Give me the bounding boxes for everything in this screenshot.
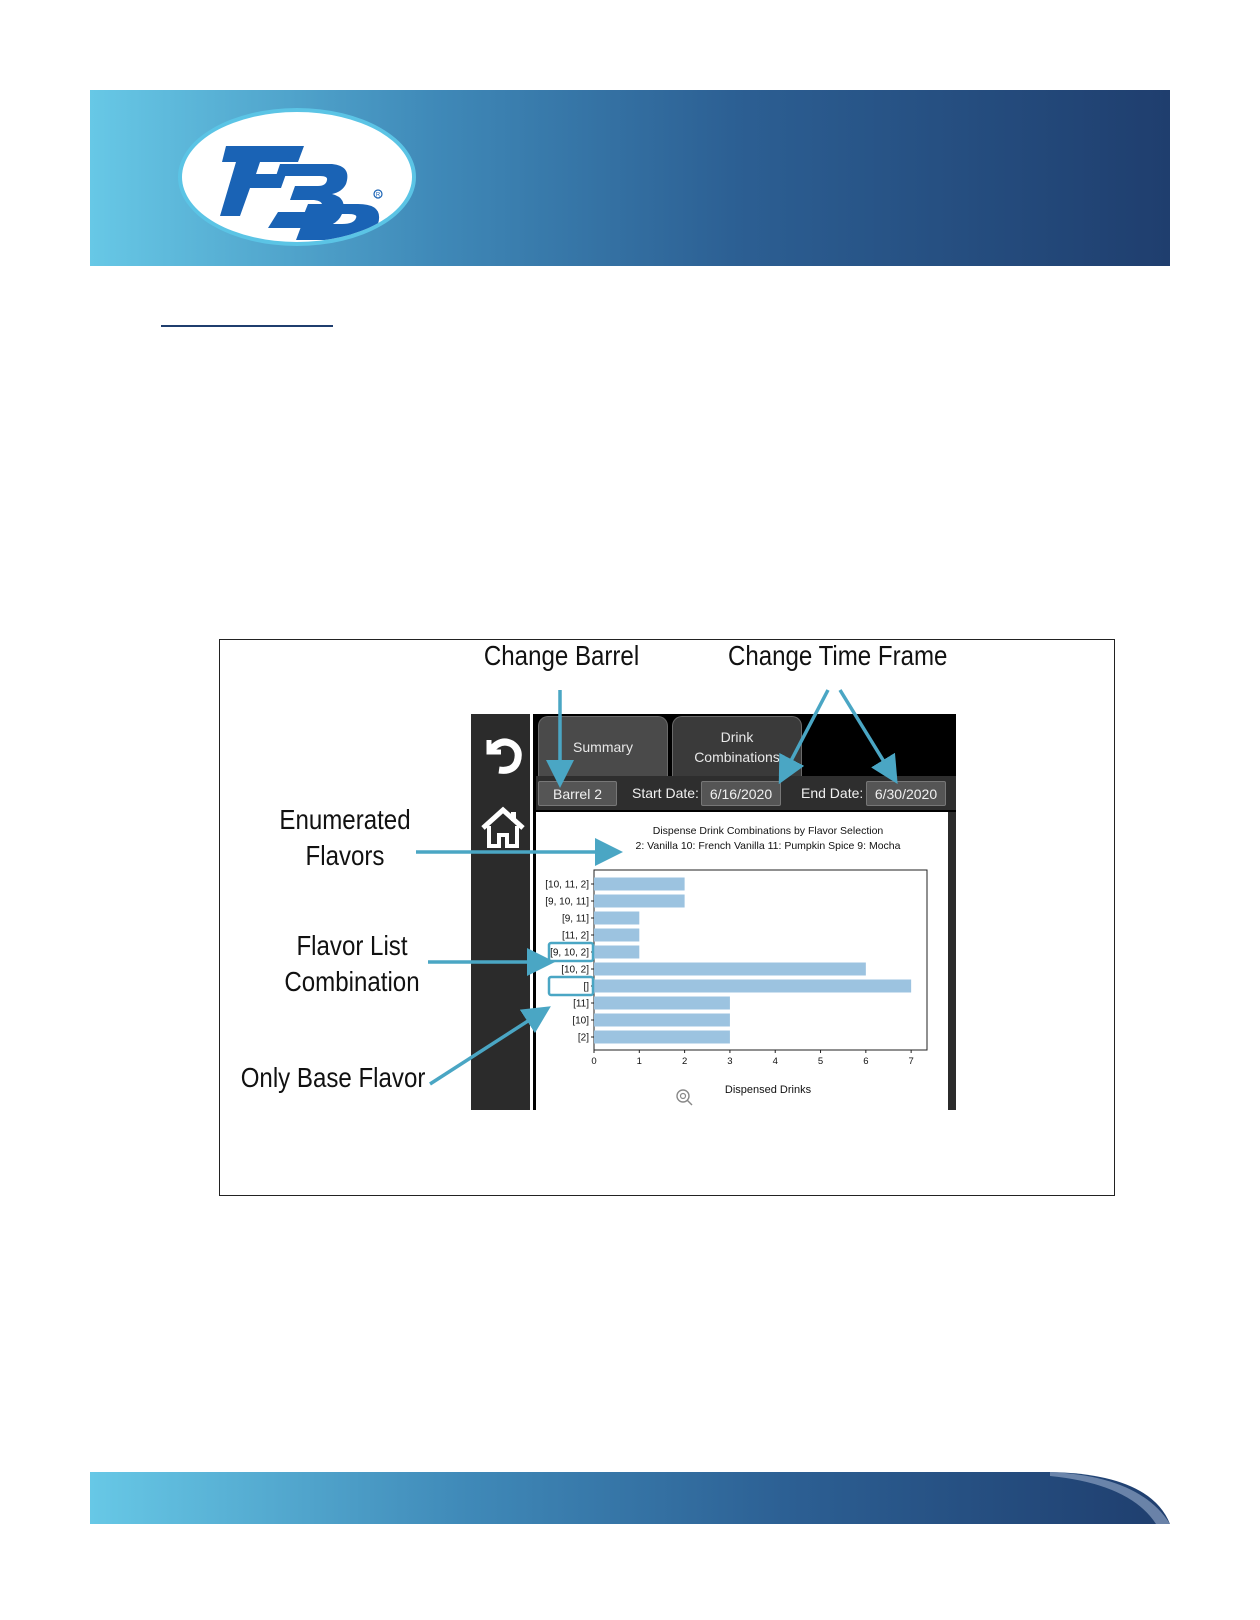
bar bbox=[594, 946, 639, 959]
tab-drink-combinations[interactable] bbox=[672, 716, 802, 776]
filter-bar bbox=[536, 776, 956, 810]
x-tick-label: 6 bbox=[863, 1056, 869, 1067]
bar bbox=[594, 997, 730, 1010]
callout-enumerated-line2: Flavors bbox=[305, 840, 385, 871]
x-tick-label: 1 bbox=[636, 1056, 642, 1067]
heading-underline bbox=[161, 325, 333, 327]
x-tick-label: 4 bbox=[772, 1056, 778, 1067]
bar bbox=[594, 895, 685, 908]
y-tick-label: [2] bbox=[577, 1032, 589, 1044]
bar bbox=[594, 929, 639, 942]
fbd-logo-mark bbox=[182, 112, 416, 246]
x-tick-label: 0 bbox=[591, 1056, 597, 1067]
y-tick-label: [10, 11, 2] bbox=[545, 879, 589, 891]
chart-scrollbar[interactable] bbox=[948, 812, 956, 1110]
refresh-icon[interactable] bbox=[677, 1090, 692, 1105]
svg-text:R: R bbox=[375, 192, 381, 199]
fbd-logo bbox=[178, 108, 416, 246]
chart-title: Dispense Drink Combinations by Flavor Selection bbox=[652, 825, 884, 837]
chart-panel bbox=[536, 812, 948, 1110]
callout-change-time-frame: Change Time Frame bbox=[727, 640, 948, 671]
end-date-label: End Date: bbox=[801, 785, 864, 801]
y-tick-label: [9, 11] bbox=[561, 913, 589, 925]
back-arrow-icon[interactable] bbox=[479, 730, 527, 778]
chart-subtitle: 2: Vanilla 10: French Vanilla 11: Pumpkin Spice 9: Mocha bbox=[635, 840, 901, 852]
x-axis-label: Dispensed Drinks bbox=[724, 1084, 812, 1096]
combinations-bar-chart bbox=[536, 812, 948, 1110]
callout-change-barrel: Change Barrel bbox=[483, 640, 640, 671]
bar bbox=[594, 912, 639, 925]
tab-drink-label-line2: Combinations bbox=[694, 749, 780, 765]
y-tick-label: [] bbox=[583, 981, 589, 993]
tab-summary-label: Summary bbox=[573, 739, 633, 755]
callout-enumerated-flavors bbox=[272, 802, 418, 874]
callout-enumerated-line1: Enumerated bbox=[279, 804, 411, 835]
y-tick-label: [11, 2] bbox=[561, 930, 589, 942]
tab-summary[interactable] bbox=[538, 716, 668, 776]
barrel-select-button[interactable]: Barrel 2 bbox=[538, 781, 617, 806]
end-date-button[interactable]: 6/30/2020 bbox=[866, 781, 946, 806]
bar bbox=[594, 878, 685, 891]
callout-flavor-list-line1: Flavor List bbox=[296, 930, 408, 961]
callout-flavor-list bbox=[275, 928, 430, 1000]
start-date-label: Start Date: bbox=[632, 785, 699, 801]
bar bbox=[594, 963, 866, 976]
bar bbox=[594, 1014, 730, 1027]
footer-banner bbox=[90, 1472, 1172, 1524]
y-tick-label: [10, 2] bbox=[561, 964, 589, 976]
tab-drink-label-line1: Drink bbox=[720, 729, 754, 745]
x-tick-label: 2 bbox=[681, 1056, 688, 1067]
x-tick-label: 5 bbox=[817, 1056, 824, 1067]
bar bbox=[594, 1031, 730, 1044]
y-tick-label: [11] bbox=[573, 998, 589, 1010]
x-tick-label: 3 bbox=[727, 1056, 733, 1067]
header-banner bbox=[90, 90, 1170, 266]
side-rail bbox=[471, 714, 533, 1110]
callout-flavor-list-line2: Combination bbox=[284, 966, 420, 997]
y-tick-label: [9, 10, 2] bbox=[550, 947, 589, 959]
callout-only-base-flavor: Only Base Flavor bbox=[240, 1062, 426, 1093]
y-tick-label: [9, 10, 11] bbox=[545, 896, 589, 908]
y-tick-label: [10] bbox=[572, 1015, 589, 1027]
home-icon[interactable] bbox=[480, 806, 526, 848]
x-tick-label: 7 bbox=[908, 1056, 914, 1067]
bar bbox=[594, 980, 911, 993]
start-date-button[interactable]: 6/16/2020 bbox=[701, 781, 781, 806]
device-screen bbox=[471, 714, 956, 1110]
